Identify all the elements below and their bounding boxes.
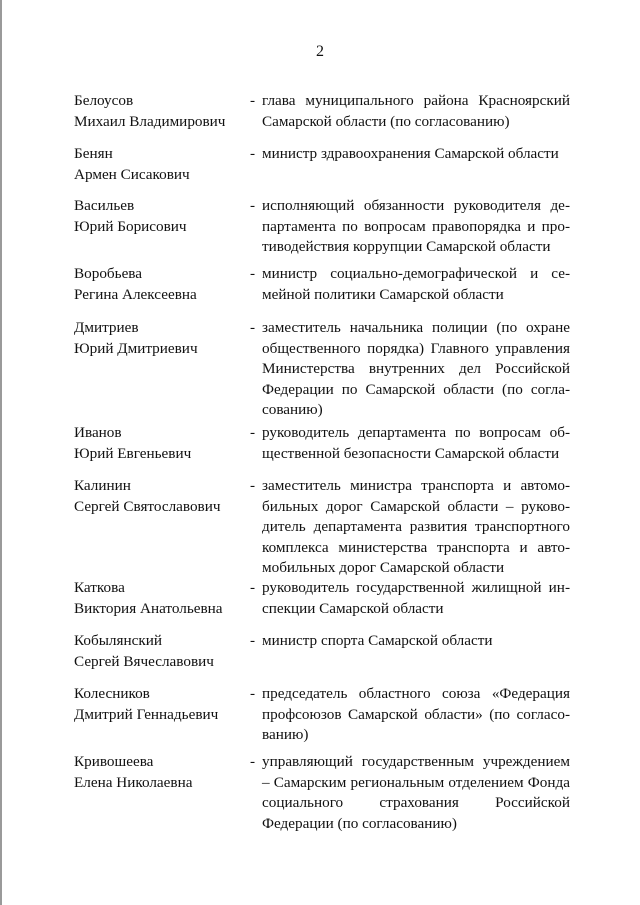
entry-dash: - <box>250 753 256 770</box>
member-surname: Воробьева <box>74 265 143 282</box>
member-surname: Колесников <box>74 685 150 702</box>
member-given-names: Сергей Святославович <box>74 497 221 515</box>
member-name <box>74 318 244 359</box>
entry-dash: - <box>250 319 256 336</box>
entry-dash: - <box>250 477 256 494</box>
member-given-names: Юрий Дмитриевич <box>74 339 198 357</box>
member-name <box>74 476 244 517</box>
member-given-names: Юрий Борисович <box>74 217 187 235</box>
member-role: руководитель департамента по вопросам общественной безопасности Самарской области <box>262 424 570 462</box>
entry-dash: - <box>250 197 256 214</box>
member-name <box>74 144 244 185</box>
entry-dash: - <box>250 685 256 702</box>
member-surname: Дмитриев <box>74 319 139 336</box>
entry-dash: - <box>250 579 256 596</box>
member-role: председатель областного союза «Федерация профсоюзов Самарской области» (по согласованию) <box>262 685 570 743</box>
member-name <box>74 752 244 793</box>
member-name <box>74 578 244 619</box>
member-surname: Кривошеева <box>74 753 154 770</box>
member-surname: Бенян <box>74 145 113 162</box>
entry-dash: - <box>250 632 256 649</box>
member-name <box>74 631 244 672</box>
member-given-names: Сергей Вячеславович <box>74 652 214 670</box>
page-left-edge <box>0 0 2 905</box>
member-given-names: Армен Сисакович <box>74 165 190 183</box>
member-given-names: Елена Николаевна <box>74 773 193 791</box>
member-surname: Кобылянский <box>74 632 162 649</box>
member-role: исполняющий обязанности руководителя департамента по вопросам правопорядка и противодействия коррупции Самарской области <box>262 197 570 255</box>
entry-dash: - <box>250 265 256 282</box>
member-name <box>74 91 244 132</box>
member-name <box>74 423 244 464</box>
member-given-names: Михаил Владимирович <box>74 112 226 130</box>
member-surname: Белоусов <box>74 92 134 109</box>
member-surname: Каткова <box>74 579 125 596</box>
member-role: руководитель государственной жилищной инспекции Самарской области <box>262 579 570 617</box>
member-role: глава муниципального района Красноярский Самарской области (по согласованию) <box>262 92 570 130</box>
page-number: 2 <box>316 43 324 60</box>
member-name <box>74 264 244 305</box>
member-surname: Васильев <box>74 197 135 214</box>
member-given-names: Дмитрий Геннадьевич <box>74 705 219 723</box>
member-role: заместитель начальника полиции (по охране общественного порядка) Главного управления Министерства внутренних дел Российской Федерации по Самарской области (по согласованию) <box>262 319 570 418</box>
member-surname: Иванов <box>74 424 122 441</box>
member-role: управляющий государственным учреждением – Самарским региональным отделением Фонда социального страхования Российской Федерации (по согласованию) <box>262 753 570 832</box>
member-name <box>74 196 244 237</box>
member-role: министр спорта Самарской области <box>262 632 493 649</box>
member-name <box>74 684 244 725</box>
entry-dash: - <box>250 92 256 109</box>
member-given-names: Регина Алексеевна <box>74 285 197 303</box>
member-role: министр здравоохранения Самарской области <box>262 145 559 162</box>
member-surname: Калинин <box>74 477 131 494</box>
member-role: заместитель министра транспорта и автомобильных дорог Самарской области – руководитель департамента развития транспортного комплекса министерства транспорта и автомобильных дорог Самарской области <box>262 477 570 576</box>
member-given-names: Юрий Евгеньевич <box>74 444 192 462</box>
entry-dash: - <box>250 145 256 162</box>
member-given-names: Виктория Анатольевна <box>74 599 223 617</box>
member-role: министр социально-демографической и семейной политики Самарской области <box>262 265 570 303</box>
entry-dash: - <box>250 424 256 441</box>
